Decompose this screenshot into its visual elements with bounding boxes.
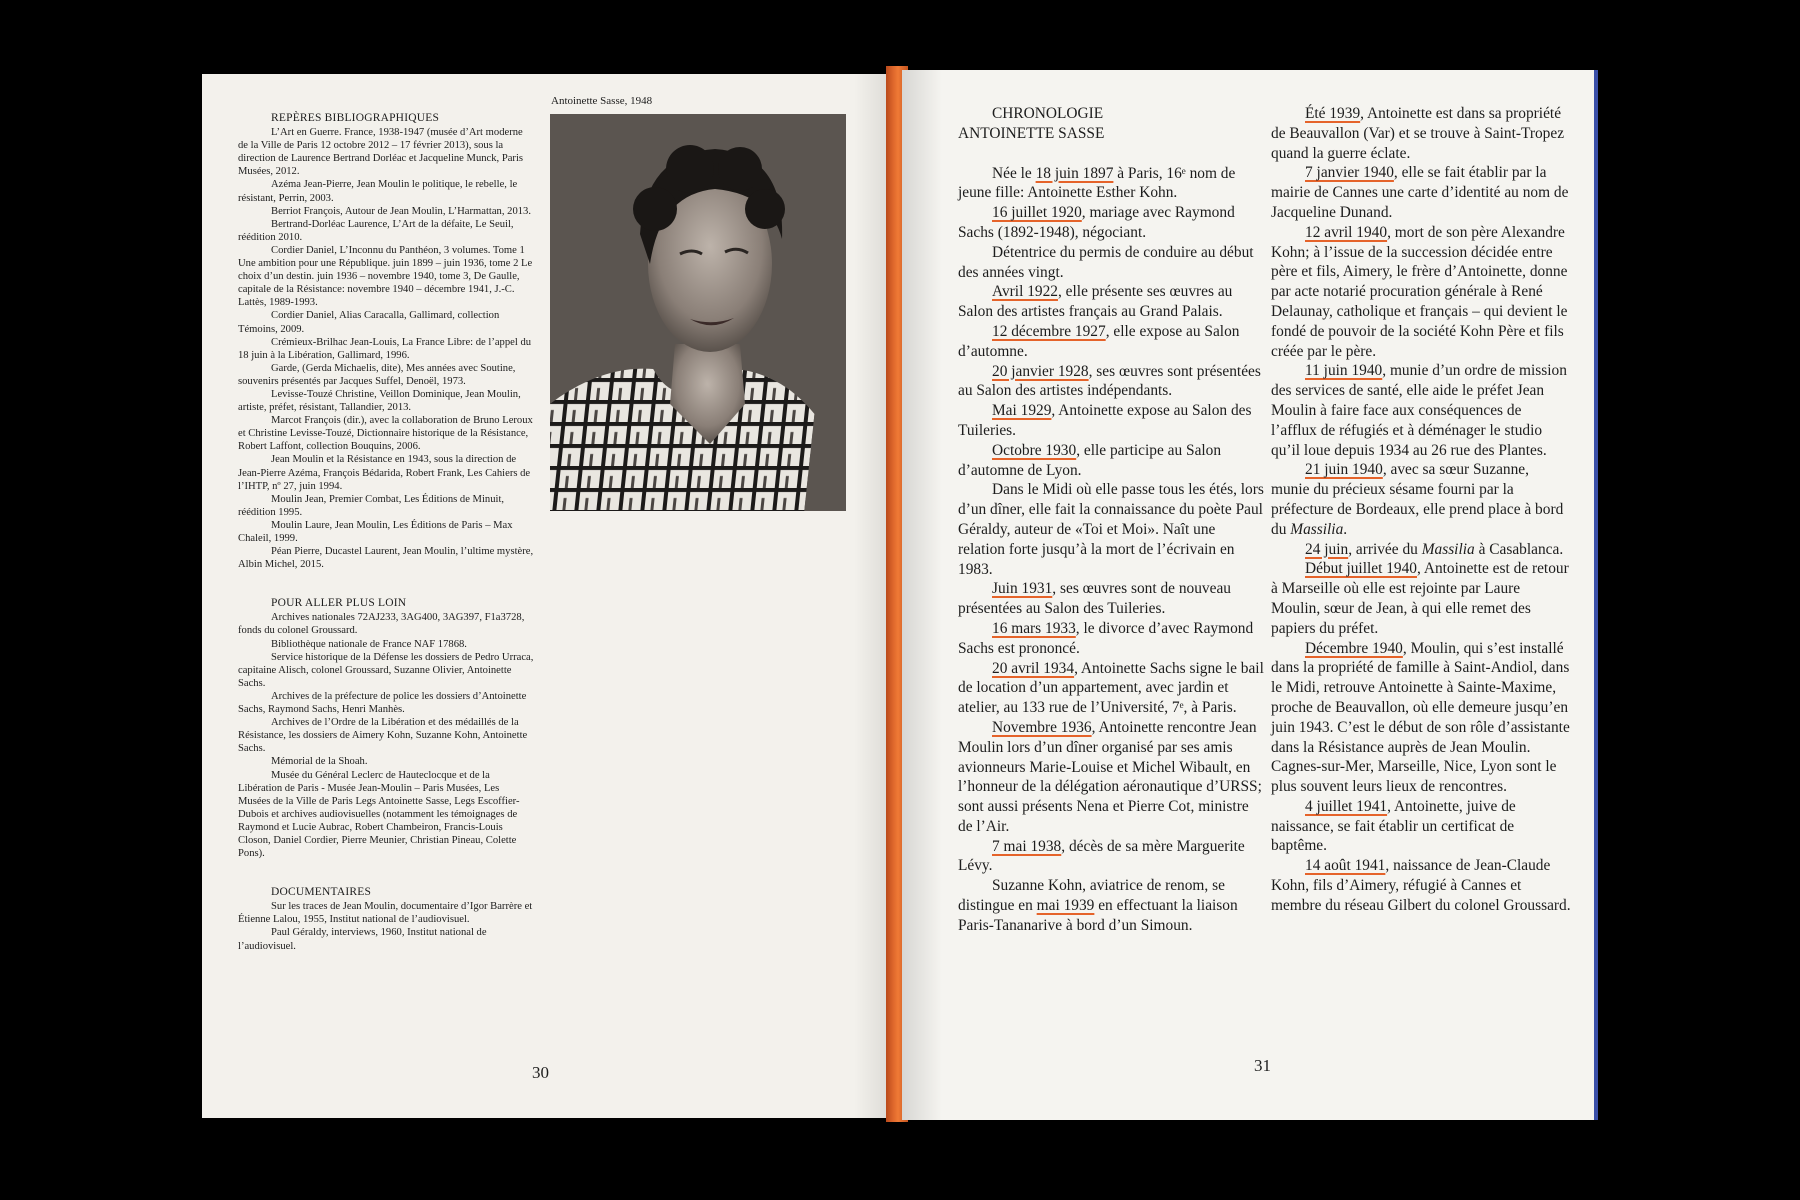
chronology-entry <box>1271 797 1571 856</box>
reference-entry: Cordier Daniel, L’Inconnu du Panthéon, 3 volumes. Tome 1 Une ambition pour une République. juin 1899 – juin 1936, tome 2 Le choix d’un destin. juin 1936 – novembre 1940, tome 3, De Gaulle, capitale de la Résistance: novembre 1940 – décembre 1941, J.-C. Lattès, 1989-1993. <box>238 244 533 309</box>
entry-text: , elle expose au Salon d’automne. <box>958 322 1240 360</box>
entry-date: Juin 1931 <box>992 580 1053 598</box>
entry-date: 16 juillet 1920 <box>992 204 1082 222</box>
chronology-entry <box>958 322 1266 362</box>
entry-text: , Antoinette, juive de naissance, se fait établir un certificat de baptême. <box>1271 797 1516 855</box>
photo-caption: Antoinette Sasse, 1948 <box>551 95 653 107</box>
chronology-entry <box>958 876 1266 935</box>
chronology-entry <box>958 718 1266 837</box>
reference-entry: Azéma Jean-Pierre, Jean Moulin le politique, le rebelle, le résistant, Perrin, 2003. <box>238 179 518 204</box>
entry-date: 14 août 1941 <box>1305 857 1386 875</box>
ship-name: Massilia <box>1290 520 1344 538</box>
reference-entry: L’Art en Guerre. France, 1938-1947 (musée d’Art moderne de la Ville de Paris 12 octobre 2012 – 17 février 2013), sous la direction de Laurence Bertrand Dorléac et Jacqueline Munck, Paris Musées, 2012. <box>238 127 524 178</box>
entry-text: , avec sa sœur Suzanne, munie du précieux sésame fourni par la préfecture de Bordeaux, elle prend place à bord du <box>1271 461 1564 538</box>
entry-date: 11 juin 1940 <box>1305 362 1383 380</box>
chronology-entry <box>958 282 1266 322</box>
entry-date: 18 juin 1897 <box>1035 164 1114 182</box>
reference-entry: Archives nationales 72AJ233, 3AG400, 3AG397, F1a3728, fonds du colonel Groussard. <box>238 612 525 637</box>
entry-date: 21 juin 1940 <box>1305 461 1383 479</box>
entry-text: , elle présente ses œuvres au Salon des artistes français au Grand Palais. <box>958 283 1233 321</box>
entry-date: mai 1939 <box>1036 897 1095 915</box>
chronology-column-2 <box>1271 104 1571 916</box>
entry-text: , Antoinette est de retour à Marseille où elle est rejointe par Laure Moulin, sœur de Jean, à qui elle remet des papiers du préfet. <box>1271 560 1569 637</box>
further-heading: POUR ALLER PLUS LOIN <box>271 597 407 610</box>
chronology-entry <box>958 401 1266 441</box>
chronology-title <box>958 104 1266 144</box>
spine-shadow <box>902 70 942 1120</box>
entry-text: , elle participe au Salon d’automne de Lyon. <box>958 441 1222 479</box>
entry-date: 12 avril 1940 <box>1305 223 1388 241</box>
chronology-entry <box>1271 460 1571 539</box>
entry-text: à Casablanca. <box>1474 540 1564 558</box>
entry-date: 20 avril 1934 <box>992 659 1075 677</box>
page-number: 30 <box>532 1063 549 1082</box>
docs-list <box>238 900 534 952</box>
chronology-entry <box>1271 540 1571 560</box>
title-line-1: CHRONOLOGIE <box>992 105 1104 122</box>
reference-entry: Archives de l’Ordre de la Libération et des médaillés de la Résistance, les dossiers de Aimery Kohn, Suzanne Kohn, Antoinette Sachs. <box>238 717 528 755</box>
reference-entry: Service historique de la Défense les dossiers de Pedro Urraca, capitaine Alisch, colonel Groussard, Suzanne Olivier, Antoinette Sachs. <box>238 651 534 689</box>
entry-text: , Antoinette Sachs signe le bail de location d’un appartement, avec jardin et atelier, au 133 rue de l’Université, 7ᵉ, à Paris. <box>958 659 1264 717</box>
entry-text: , Antoinette expose au Salon des Tuileries. <box>958 402 1252 439</box>
entry-date: Début juillet 1940 <box>1305 560 1417 578</box>
chronology-entry <box>958 441 1266 481</box>
entry-text: , le divorce d’avec Raymond Sachs est prononcé. <box>958 619 1254 657</box>
chronology-entry <box>1271 639 1571 797</box>
reference-entry: Musée du Général Leclerc de Hauteclocque et de la Libération de Paris - Musée Jean-Moulin – Paris Musées, Les Musées de la Ville de Paris Legs Antoinette Sasse, Legs Escoffier-Dubois et archives audiovisuelles (notamment les témoignages de Raymond et Lucie Aubrac, Robert Chambeiron, Francis-Louis Closon, Daniel Cordier, Pierre Meunier, Christian Pineau, Colette Pons). <box>238 769 520 860</box>
entry-text: , munie d’un ordre de mission des services de santé, elle aide le préfet Jean Moulin à faire face aux conséquences de l’afflux de réfugiés et à déménager le studio qu’il loue depuis 1934 au 26 rue des Plantes. <box>1271 362 1567 459</box>
left-page <box>202 74 894 1118</box>
chronology-entry <box>958 659 1266 718</box>
entry-date: Octobre 1930 <box>992 441 1077 459</box>
entry-date: 16 mars 1933 <box>992 619 1076 637</box>
entry-text: , Antoinette rencontre Jean Moulin lors d’un dîner organisé par ses amis avionneurs Marie-Louise et Michel Wibault, en l’honneur de la délégation aéronautique d’URSS; sont aussi présents Nena et Pierre Cot, ministre de l’Air. <box>958 718 1262 835</box>
entry-text: à Paris, 16ᵉ nom de jeune fille: Antoinette Esther Kohn. <box>958 164 1236 202</box>
entry-date: 20 janvier 1928 <box>992 362 1089 380</box>
entry-text: , arrivée du <box>1348 540 1422 558</box>
entry-text: en effectuant la liaison Paris-Tananarive à bord d’un Simoun. <box>958 897 1238 934</box>
entry-date: 7 mai 1938 <box>992 837 1062 855</box>
reference-entry: Berriot François, Autour de Jean Moulin, L’Harmattan, 2013. <box>271 205 531 217</box>
chronology-entry <box>958 164 1266 204</box>
entry-text: Suzanne Kohn, aviatrice de renom, se distingue en <box>958 877 1225 915</box>
entry-date: 12 décembre 1927 <box>992 322 1106 340</box>
reference-entry: Bertrand-Dorléac Laurence, L’Art de la défaite, Le Seuil, réédition 2010. <box>238 218 514 243</box>
chronology-entry <box>1271 361 1571 460</box>
entry-text: , ses œuvres sont présentées au Salon des artistes indépendants. <box>958 362 1261 400</box>
entry-text: , mort de son père Alexandre Kohn; à l’issue de la succession décidée entre père et fils, Aimery, le frère d’Antoinette, donne par acte notarié procuration générale à René Delaunay, catholique et français – qui devient le fondé de pouvoir de la société Kohn Père et fils créée par le père. <box>1271 223 1568 360</box>
chronology-entry <box>958 579 1266 619</box>
entry-date: Avril 1922 <box>992 283 1058 301</box>
entry-text: , naissance de Jean-Claude Kohn, fils d’Aimery, réfugié à Cannes et membre du réseau Gilbert du colonel Groussard. <box>1271 857 1571 914</box>
page-number: 31 <box>1254 1056 1271 1075</box>
entry-text: , Moulin, qui s’est installé dans la propriété de famille à Saint-Andiol, dans le Midi, retrouve Antoinette à Sainte-Maxime, proche de Beauvallon, où elle demeure jusqu’en juin 1943. C’est le début de son rôle d’assistante dans la Résistance auprès de Jean Moulin. Cagnes-sur-Mer, Marseille, Nice, Lyon sont le plus souvent leurs lieux de rencontres. <box>1271 639 1570 796</box>
entry-text: , décès de sa mère Marguerite Lévy. <box>958 837 1245 875</box>
entry-date: 24 juin <box>1305 540 1349 558</box>
chronology-entry <box>1271 559 1571 638</box>
chronology-list-2 <box>1271 104 1571 916</box>
reference-entry: Moulin Laure, Jean Moulin, Les Éditions de Paris – Max Chaleil, 1999. <box>238 519 513 544</box>
chronology-entry <box>1271 223 1571 362</box>
reference-entry: Péan Pierre, Ducastel Laurent, Jean Moulin, l’ultime mystère, Albin Michel, 2015. <box>238 546 534 571</box>
ship-name: Massilia <box>1421 540 1475 558</box>
entry-text: . <box>1343 520 1348 538</box>
reference-entry: Archives de la préfecture de police les dossiers d’Antoinette Sachs, Raymond Sachs, Henri Manhès. <box>238 690 527 716</box>
portrait-illustration <box>550 114 846 511</box>
reference-entry: Marcot François (dir.), avec la collaboration de Bruno Leroux et Christine Levisse-Touzé, Dictionnaire historique de la Résistance, Robert Laffont, collection Bouquins, 2006. <box>238 415 533 453</box>
entry-date: 7 janvier 1940 <box>1305 164 1394 182</box>
right-page <box>902 70 1596 1120</box>
reference-entry: Mémorial de la Shoah. <box>271 756 368 768</box>
entry-date: Été 1939 <box>1305 105 1361 122</box>
portrait-photo <box>550 114 846 511</box>
chronology-entry <box>1271 856 1571 915</box>
chronology-column-1 <box>958 104 1266 936</box>
chronology-entry <box>958 837 1266 877</box>
reference-entry: Bibliothèque nationale de France NAF 17868. <box>271 638 467 650</box>
entry-text: , elle se fait établir par la mairie de Cannes une carte d’identité au nom de Jacqueline Dunand. <box>1271 164 1569 221</box>
entry-text: , Antoinette est dans sa propriété de Beauvallon (Var) et se trouve à Saint-Tropez quand la guerre éclate. <box>1271 105 1565 162</box>
bibliography-column <box>238 112 534 953</box>
entry-text: , mariage avec Raymond Sachs (1892-1948), négociant. <box>958 204 1235 241</box>
biblio-heading: REPÈRES BIBLIOGRAPHIQUES <box>271 112 440 124</box>
chronology-entry <box>958 362 1266 402</box>
chronology-entry <box>1271 163 1571 222</box>
title-line-2: ANTOINETTE SASSE <box>958 124 1105 142</box>
chronology-entry <box>958 243 1266 283</box>
entry-text: Née le <box>992 164 1036 182</box>
entry-text: , ses œuvres sont de nouveau présentées au Salon des Tuileries. <box>958 580 1231 618</box>
entry-date: Décembre 1940 <box>1305 639 1403 657</box>
reference-entry: Cordier Daniel, Alias Caracalla, Gallimard, collection Témoins, 2009. <box>238 310 500 335</box>
reference-entry: Levisse-Touzé Christine, Veillon Dominique, Jean Moulin, artiste, préfet, résistant, Tallandier, 2013. <box>238 388 521 414</box>
docs-heading: DOCUMENTAIRES <box>271 886 372 899</box>
chronology-list-1 <box>958 164 1266 936</box>
chronology-entry <box>1271 104 1571 163</box>
biblio-list <box>238 126 534 571</box>
reference-entry: Paul Géraldy, interviews, 1960, Institut national de l’audiovisuel. <box>238 927 487 952</box>
entry-text: Dans le Midi où elle passe tous les étés, lors d’un dîner, elle fait la connaissance du poète Paul Géraldy, auteur de «Toi et Moi». Naît une relation forte jusqu’à la mort de l’écrivain en 1983. <box>958 481 1264 578</box>
reference-entry: Jean Moulin et la Résistance en 1943, sous la direction de Jean-Pierre Azéma, François Bédarida, Robert Frank, Les Cahiers de l’IHTP, nº 27, juin 1994. <box>238 454 531 492</box>
entry-date: Mai 1929 <box>992 402 1052 420</box>
entry-date: Novembre 1936 <box>992 718 1092 736</box>
reference-entry: Moulin Jean, Premier Combat, Les Éditions de Minuit, réédition 1995. <box>238 493 505 518</box>
entry-date: 4 juillet 1941 <box>1305 797 1388 815</box>
chronology-entry <box>958 619 1266 659</box>
reference-entry: Garde, (Gerda Michaelis, dite), Mes années avec Soutine, souvenirs présentés par Jacques Suffel, Denoël, 1973. <box>238 362 516 387</box>
reference-entry: Sur les traces de Jean Moulin, documentaire d’Igor Barrère et Étienne Lalou, 1955, Institut national de l’audiovisuel. <box>238 901 533 926</box>
chronology-entry <box>958 480 1266 579</box>
reference-entry: Crémieux-Brilhac Jean-Louis, La France Libre: de l’appel du 18 juin à la Libération, Gallimard, 1996. <box>238 336 532 361</box>
further-list <box>238 611 534 860</box>
entry-text: Détentrice du permis de conduire au début des années vingt. <box>958 243 1254 281</box>
chronology-entry <box>958 203 1266 243</box>
page-edge <box>1594 70 1598 1120</box>
